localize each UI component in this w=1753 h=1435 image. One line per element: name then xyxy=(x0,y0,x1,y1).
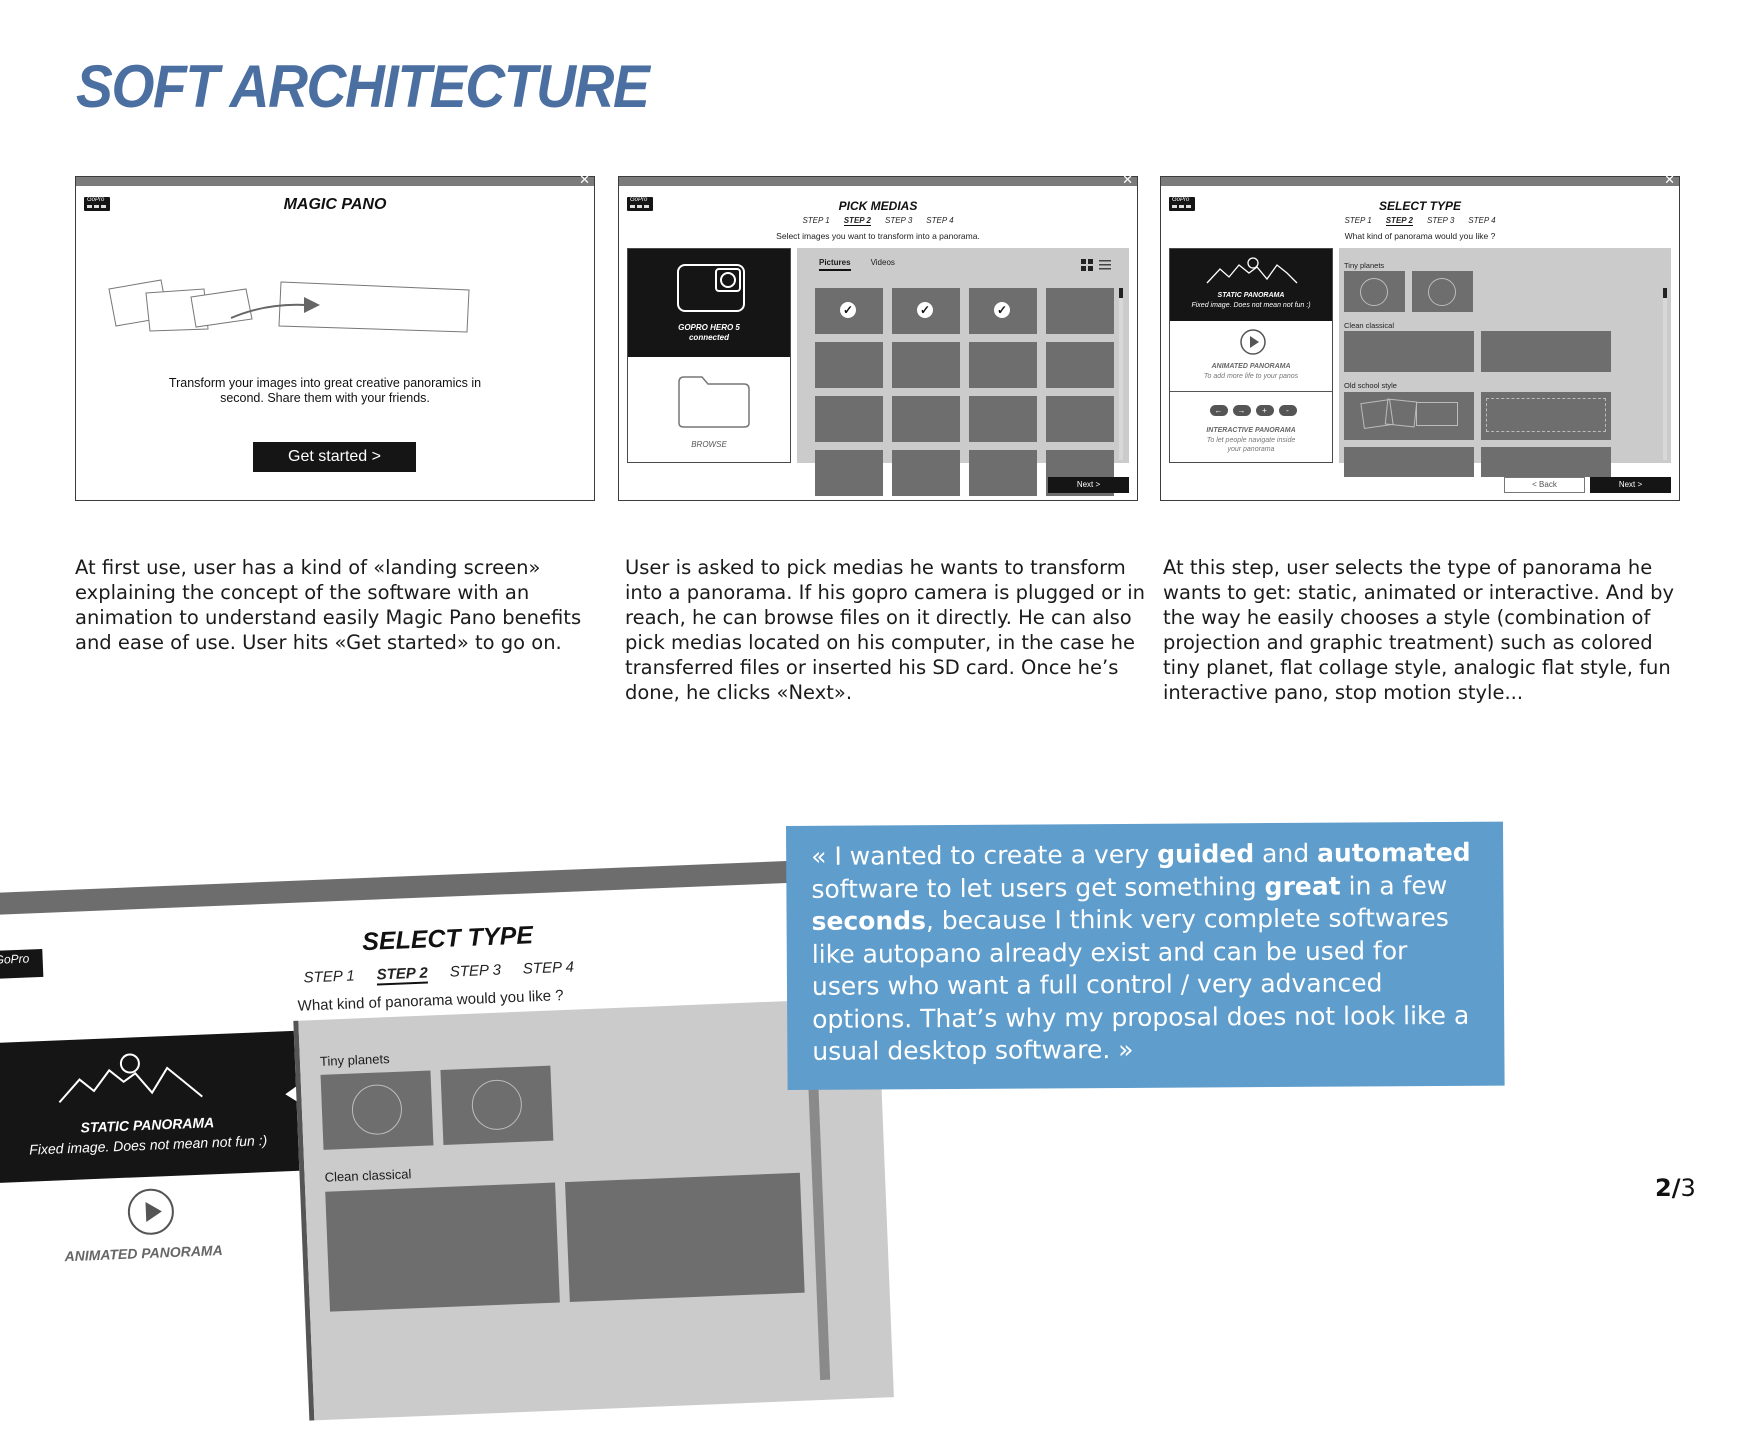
camera-name: GOPRO HERO 5 xyxy=(678,323,740,332)
back-button[interactable]: < Back xyxy=(1504,477,1585,493)
scrollbar-thumb[interactable] xyxy=(1119,288,1123,298)
panorama-type-list xyxy=(1169,248,1333,463)
media-thumbnail[interactable] xyxy=(1046,396,1114,442)
style-thumbnail[interactable] xyxy=(1344,392,1474,440)
step-2[interactable]: STEP 2 xyxy=(843,216,871,225)
style-thumbnail[interactable] xyxy=(325,1183,560,1312)
media-thumbnail[interactable] xyxy=(892,288,960,334)
tab-videos[interactable]: Videos xyxy=(870,258,895,267)
intro-text: Transform your images into great creative panoramics in second. Share them with your friends. xyxy=(168,376,482,405)
media-thumbnail[interactable] xyxy=(969,450,1037,496)
gopro-source[interactable] xyxy=(628,249,790,357)
step-3[interactable]: STEP 3 xyxy=(885,216,913,225)
tab-pictures[interactable]: Pictures xyxy=(819,258,851,271)
camera-icon xyxy=(676,263,746,313)
media-thumbnail[interactable] xyxy=(892,450,960,496)
media-thumbnail[interactable] xyxy=(892,396,960,442)
style-thumbnail[interactable] xyxy=(1481,392,1611,440)
mockup-magic-pano xyxy=(75,173,595,501)
section-tiny-planets: Tiny planets xyxy=(319,1051,390,1069)
style-thumbnail[interactable] xyxy=(1412,271,1473,312)
page-number: 2/3 xyxy=(1655,1174,1696,1202)
mountain-icon xyxy=(1205,255,1300,285)
type-interactive-desc-2: your panorama xyxy=(1227,446,1275,453)
zoom-out-icon: - xyxy=(1279,405,1297,416)
play-icon xyxy=(1240,329,1266,355)
media-thumbnail[interactable] xyxy=(815,450,883,496)
media-thumbnail[interactable] xyxy=(1046,288,1114,334)
type-static-title: STATIC PANORAMA xyxy=(1217,292,1285,299)
window-title-bar xyxy=(619,177,1137,186)
list-view-icon[interactable] xyxy=(1099,260,1111,270)
window-title-bar xyxy=(76,177,594,186)
check-icon: ✓ xyxy=(840,302,856,318)
step-1[interactable]: STEP 1 xyxy=(303,967,356,987)
step-indicator xyxy=(619,216,1137,226)
style-thumbnail[interactable] xyxy=(1344,447,1474,477)
section-clean-classical: Clean classical xyxy=(324,1166,412,1185)
step-2[interactable]: STEP 2 xyxy=(1385,216,1413,225)
step-4[interactable]: STEP 4 xyxy=(926,216,954,225)
screen-title: SELECT TYPE xyxy=(1378,199,1461,213)
type-static[interactable] xyxy=(0,1031,299,1183)
section-tiny-planets: Tiny planets xyxy=(1344,261,1385,270)
screen3-description: At this step, user selects the type of panorama he wants to get: static, animated or interactive. And by the way he easily chooses a style (combination of projection and graphic treatment) such as colored tiny planet, flat collage style, analogic flat style, fun interactive pano, stop motion style... xyxy=(1163,556,1675,704)
close-icon[interactable]: ✕ xyxy=(579,173,590,188)
arrow-left-icon: ← xyxy=(1210,405,1228,416)
style-thumbnail[interactable] xyxy=(1344,271,1405,312)
window-title-bar xyxy=(0,858,870,917)
step-1[interactable]: STEP 1 xyxy=(1344,216,1372,225)
screen-title: MAGIC PANO xyxy=(283,196,387,213)
designer-quote: « I wanted to create a very guided and automated software to let users get something great in a few seconds, because I think very complete softwares like autopano already exist and can be used for users who want a full control / very advanced options. That’s why my proposal does not look like a usual desktop software. » xyxy=(786,822,1505,1090)
type-animated-title: ANIMATED PANORAMA xyxy=(64,1241,223,1265)
source-panel xyxy=(627,248,791,463)
type-animated[interactable] xyxy=(1170,321,1332,392)
media-tabs xyxy=(819,258,915,267)
style-thumbnail[interactable] xyxy=(440,1066,553,1145)
step-indicator xyxy=(1161,216,1679,226)
step-3[interactable]: STEP 3 xyxy=(1427,216,1455,225)
folder-icon[interactable] xyxy=(676,374,752,430)
step-4[interactable]: STEP 4 xyxy=(522,958,575,978)
type-static-title: STATIC PANORAMA xyxy=(80,1114,215,1136)
media-thumbnail[interactable] xyxy=(892,342,960,388)
style-thumbnail[interactable] xyxy=(565,1173,805,1302)
style-thumbnail[interactable] xyxy=(1481,331,1611,372)
check-icon: ✓ xyxy=(917,302,933,318)
grid-view-icon[interactable] xyxy=(1081,259,1093,271)
photo-frame-shape xyxy=(1385,399,1418,428)
media-grid xyxy=(797,248,1129,463)
scrollbar-track[interactable] xyxy=(807,1060,830,1380)
scrollbar-track[interactable] xyxy=(1119,288,1123,460)
screen-subtitle: Select images you want to transform into a panorama. xyxy=(776,231,980,241)
screen-title: PICK MEDIAS xyxy=(838,199,918,213)
play-icon[interactable] xyxy=(127,1188,175,1236)
screen1-description: At first use, user has a kind of «landing screen» explaining the concept of the software with an animation to understand easily Magic Pano benefits and ease of use. User hits «Get started» to go on. xyxy=(75,556,582,654)
circle-shape xyxy=(471,1079,523,1131)
close-icon[interactable]: ✕ xyxy=(1664,173,1675,188)
mountain-icon xyxy=(54,1047,206,1108)
media-thumbnail[interactable] xyxy=(815,288,883,334)
style-thumbnail[interactable] xyxy=(1344,331,1474,372)
media-thumbnail[interactable] xyxy=(815,396,883,442)
circle-shape xyxy=(1428,278,1456,306)
section-old-school-style: Old school style xyxy=(1344,381,1397,390)
screen-subtitle: What kind of panorama would you like ? xyxy=(1344,231,1496,241)
get-started-button[interactable]: Get started > xyxy=(253,442,416,472)
close-icon[interactable]: ✕ xyxy=(1122,173,1133,188)
browse-label[interactable]: BROWSE xyxy=(691,440,727,449)
screen2-description: User is asked to pick medias he wants to transform into a panorama. If his gopro camera is plugged or in reach, he can browse files on it directly. He can also pick medias located on his computer, in the case he transferred files or inserted his SD card. Once he’s done, he clicks «Next». xyxy=(625,556,1145,704)
type-animated-desc: To add more life to your panos xyxy=(1203,373,1299,380)
step-indicator xyxy=(303,958,596,987)
interactive-controls-icons xyxy=(1198,405,1308,417)
step-4[interactable]: STEP 4 xyxy=(1468,216,1496,225)
gopro-logo xyxy=(0,949,43,979)
style-thumbnail[interactable] xyxy=(321,1070,434,1149)
step-3[interactable]: STEP 3 xyxy=(449,961,502,981)
zoom-in-icon: + xyxy=(1256,405,1274,416)
circle-shape xyxy=(351,1084,403,1136)
check-icon: ✓ xyxy=(994,302,1010,318)
next-button[interactable]: Next > xyxy=(1048,477,1129,493)
camera-status: connected xyxy=(688,333,729,342)
media-thumbnail[interactable] xyxy=(969,342,1037,388)
step-1[interactable]: STEP 1 xyxy=(802,216,830,225)
section-clean-classical: Clean classical xyxy=(1344,321,1395,330)
mockup-select-type xyxy=(1160,173,1680,501)
mockup-pick-medias xyxy=(618,173,1138,501)
screen-title: SELECT TYPE xyxy=(361,921,534,957)
window-title-bar xyxy=(1161,177,1679,186)
page-title: SOFT ARCHITECTURE xyxy=(76,53,649,120)
type-animated-title: ANIMATED PANORAMA xyxy=(1211,363,1291,370)
step-2[interactable]: STEP 2 xyxy=(376,964,429,984)
media-thumbnail[interactable] xyxy=(969,288,1037,334)
scrollbar-thumb[interactable] xyxy=(1663,288,1667,298)
arrow-right-icon: → xyxy=(1233,405,1251,416)
media-thumbnail[interactable] xyxy=(969,396,1037,442)
style-thumbnail[interactable] xyxy=(1481,447,1611,477)
large-select-type-mockup xyxy=(0,858,890,1415)
type-interactive-desc-1: To let people navigate inside xyxy=(1206,437,1296,444)
style-grid xyxy=(1339,248,1671,463)
media-thumbnail[interactable] xyxy=(1046,342,1114,388)
screen-subtitle: What kind of panorama would you like ? xyxy=(297,987,564,1015)
scrollbar-track[interactable] xyxy=(1663,288,1667,460)
type-static-desc: Fixed image. Does not mean not fun :) xyxy=(28,1132,268,1158)
media-thumbnail[interactable] xyxy=(815,342,883,388)
film-strip-shape xyxy=(1486,398,1606,432)
type-interactive-title: INTERACTIVE PANORAMA xyxy=(1206,427,1296,434)
type-static-desc: Fixed image. Does not mean not fun :) xyxy=(1191,302,1311,309)
photo-frame-shape xyxy=(1416,402,1458,426)
panorama-animation-illustration xyxy=(106,269,526,349)
next-button[interactable]: Next > xyxy=(1590,477,1671,493)
type-interactive[interactable] xyxy=(1170,393,1332,464)
circle-shape xyxy=(1360,278,1388,306)
type-static[interactable] xyxy=(1170,249,1332,321)
